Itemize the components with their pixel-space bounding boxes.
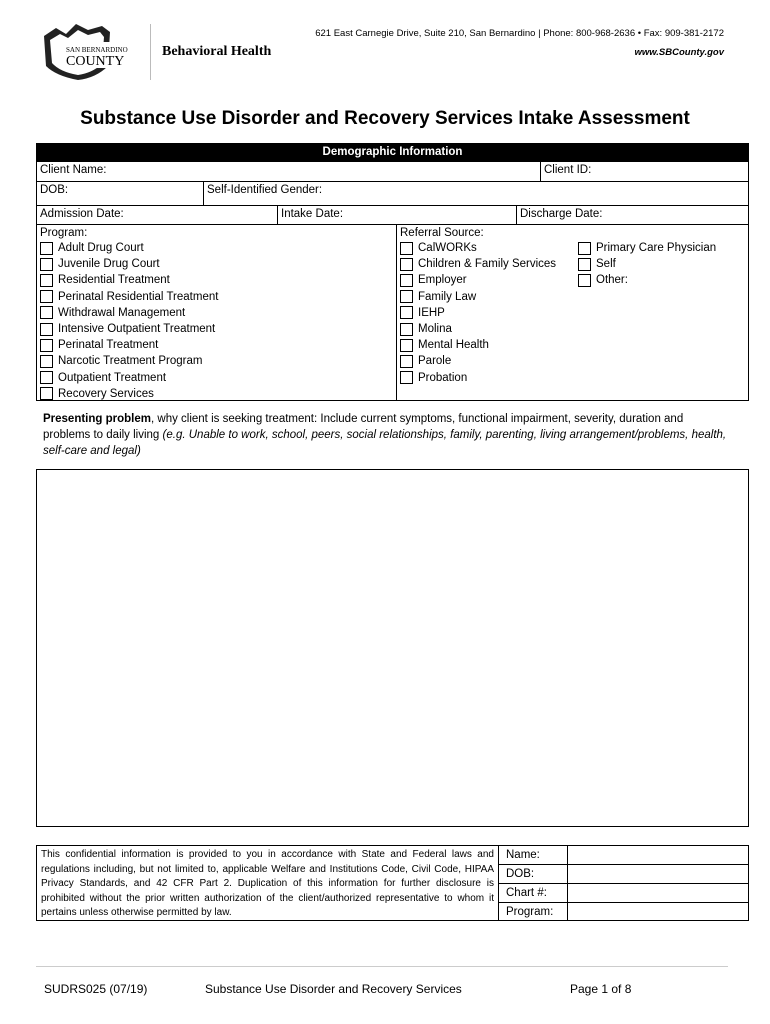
checkbox[interactable] (40, 306, 53, 319)
checkbox[interactable] (40, 355, 53, 368)
checkbox[interactable] (40, 339, 53, 352)
checkbox[interactable] (578, 258, 591, 271)
presenting-problem-examples: (e.g. Unable to work, school, peers, social relationships, family, parenting, living arrangement/problems, health, self-care and legal) (43, 429, 727, 457)
referral-column-2 (578, 226, 745, 399)
program-option[interactable]: Residential Treatment (40, 272, 393, 288)
address-line: 621 East Carnegie Drive, Suite 210, San Bernardino | Phone: 800-968-2636 • Fax: 909-381-2172 (315, 28, 724, 39)
program-option[interactable]: Recovery Services (40, 386, 393, 402)
checkbox[interactable] (40, 323, 53, 336)
checkbox[interactable] (400, 274, 413, 287)
checkbox[interactable] (400, 306, 413, 319)
intake-date-label: Intake Date: (281, 208, 344, 220)
checkbox[interactable] (40, 242, 53, 255)
id-row-program (499, 903, 748, 921)
checkbox[interactable] (40, 371, 53, 384)
id-value-name[interactable] (568, 846, 748, 864)
id-value-program[interactable] (568, 903, 748, 921)
id-row-chart (499, 884, 748, 903)
discharge-date-label: Discharge Date: (520, 208, 603, 220)
client-name-field[interactable] (37, 162, 540, 181)
county-logo (36, 22, 146, 80)
presenting-problem-text: , why client is seeking treatment: Include current symptoms, functional impairment, severity, duration and problems to daily living (43, 413, 684, 441)
referral-option[interactable]: Employer (400, 272, 578, 288)
checkbox[interactable] (400, 355, 413, 368)
svg-text:SAN BERNARDINO: SAN BERNARDINO (66, 46, 128, 54)
referral-option[interactable]: Primary Care Physician (578, 240, 745, 256)
checkbox[interactable] (400, 290, 413, 303)
presenting-problem-answer-box[interactable] (36, 469, 749, 827)
program-option[interactable]: Withdrawal Management (40, 305, 393, 321)
checkbox[interactable] (40, 274, 53, 287)
referral-option[interactable]: Other: (578, 272, 745, 288)
id-value-dob[interactable] (568, 865, 748, 883)
id-label-chart: Chart #: (499, 884, 568, 902)
client-id-table (499, 846, 748, 920)
dob-field[interactable] (37, 182, 203, 205)
referral-option[interactable]: Parole (400, 353, 578, 369)
intake-date-field[interactable] (277, 206, 516, 224)
confidentiality-box (36, 845, 749, 921)
dob-label: DOB: (40, 184, 69, 196)
program-label: Program: (40, 227, 88, 239)
checkbox[interactable] (40, 258, 53, 271)
referral-option[interactable]: Children & Family Services (400, 256, 578, 272)
form-row-dob (37, 181, 748, 205)
page-title: Substance Use Disorder and Recovery Services Intake Assessment (80, 108, 690, 129)
id-label-name: Name: (499, 846, 568, 864)
referral-option[interactable]: Mental Health (400, 337, 578, 353)
id-row-name (499, 846, 748, 865)
id-label-dob: DOB: (499, 865, 568, 883)
form-row-name (37, 161, 748, 181)
checkbox[interactable] (40, 290, 53, 303)
client-id-field[interactable] (540, 162, 748, 181)
checkbox[interactable] (400, 371, 413, 384)
client-name-label: Client Name: (40, 164, 107, 176)
id-value-chart[interactable] (568, 884, 748, 902)
gender-field[interactable] (203, 182, 748, 205)
program-option[interactable]: Adult Drug Court (40, 240, 393, 256)
confidentiality-notice: This confidential information is provided to you in accordance with State and Federal laws and regulations including, but not limited to, applicable Welfare and Institutions Code, Civil Code, HIPAA Privacy Standards, and 42 CFR Part 2. Duplication of this information for further disclosure is prohibited without the prior written authorization of the client/authorized representative to whom it pertains unless otherwise permitted by law. (37, 846, 499, 920)
checkbox[interactable] (400, 258, 413, 271)
form-row-dates (37, 205, 748, 224)
referral-option[interactable]: Probation (400, 370, 578, 386)
referral-label: Referral Source: (400, 227, 484, 239)
referral-option[interactable]: CalWORKs (400, 240, 578, 256)
program-option[interactable]: Narcotic Treatment Program (40, 353, 393, 369)
svg-text:COUNTY: COUNTY (66, 54, 125, 69)
program-option[interactable]: Perinatal Residential Treatment (40, 289, 393, 305)
presenting-problem-heading: Presenting problem (43, 413, 151, 425)
website-link[interactable]: www.SBCounty.gov (634, 47, 724, 58)
program-option[interactable]: Perinatal Treatment (40, 337, 393, 353)
referral-option[interactable]: Self (578, 256, 745, 272)
department-name: Behavioral Health (162, 44, 272, 59)
id-label-program: Program: (499, 903, 568, 921)
program-option[interactable]: Outpatient Treatment (40, 370, 393, 386)
client-id-label: Client ID: (544, 164, 592, 176)
id-row-dob (499, 865, 748, 884)
program-section (37, 225, 396, 400)
form-row-program-referral (37, 224, 748, 400)
checkbox[interactable] (400, 323, 413, 336)
checkbox[interactable] (40, 387, 53, 400)
checkbox[interactable] (578, 242, 591, 255)
checkbox[interactable] (400, 339, 413, 352)
program-option[interactable]: Juvenile Drug Court (40, 256, 393, 272)
logo-divider (150, 24, 151, 80)
checkbox[interactable] (400, 242, 413, 255)
form-name: Substance Use Disorder and Recovery Services (205, 982, 462, 996)
referral-option[interactable]: Molina (400, 321, 578, 337)
referral-option[interactable]: Family Law (400, 289, 578, 305)
footer-divider (36, 966, 728, 967)
presenting-problem-prompt (43, 411, 733, 459)
program-checkbox-list (40, 240, 393, 402)
referral-column-1 (400, 226, 578, 399)
page-number: Page 1 of 8 (570, 982, 632, 996)
admission-date-field[interactable] (37, 206, 277, 224)
checkbox[interactable] (578, 274, 591, 287)
section-header: Demographic Information (37, 144, 748, 161)
program-option[interactable]: Intensive Outpatient Treatment (40, 321, 393, 337)
demographic-form (36, 143, 749, 401)
referral-option[interactable]: IEHP (400, 305, 578, 321)
discharge-date-field[interactable] (516, 206, 748, 224)
admission-date-label: Admission Date: (40, 208, 124, 220)
form-code: SUDRS025 (07/19) (44, 982, 148, 996)
referral-section (396, 225, 748, 400)
gender-label: Self-Identified Gender: (207, 184, 323, 196)
